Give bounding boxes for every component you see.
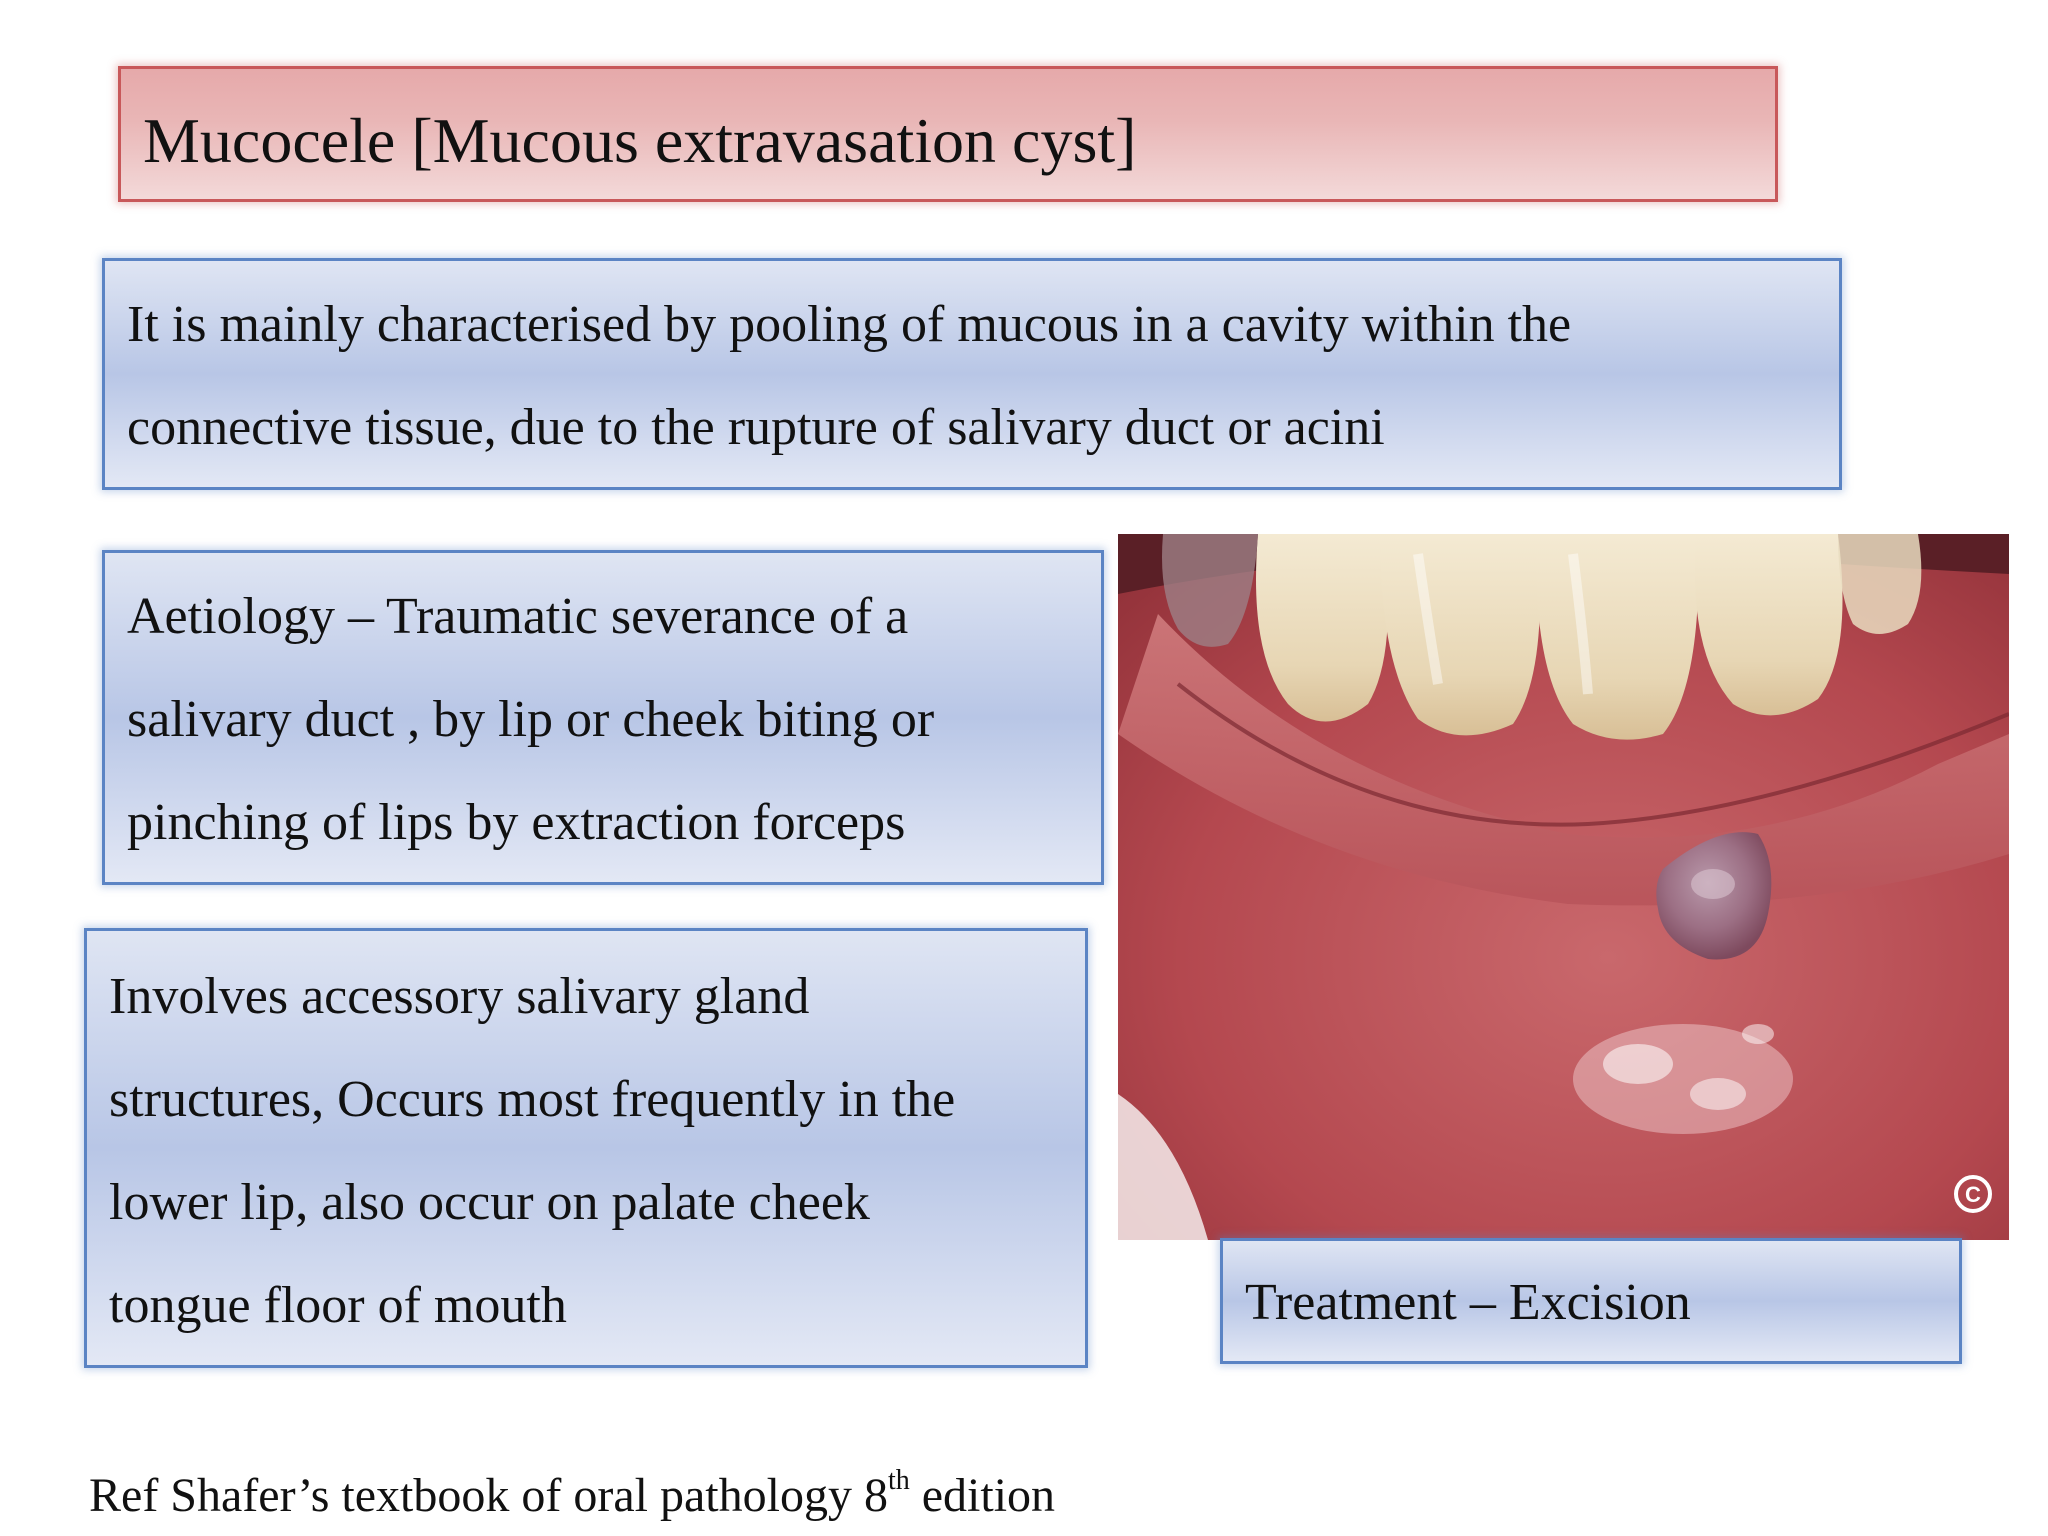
treatment-text: Treatment – Excision <box>1245 1274 1691 1331</box>
aetiology-line-2: salivary duct , by lip or cheek biting or <box>127 691 935 748</box>
svg-text:C: C <box>1965 1182 1981 1207</box>
treatment-box <box>1220 1238 1962 1364</box>
involvement-line-1: Involves accessory salivary gland <box>109 968 810 1025</box>
definition-line-2: connective tissue, due to the rupture of salivary duct or acini <box>127 399 1385 456</box>
reference-suffix: edition <box>909 1469 1056 1522</box>
definition-box <box>102 258 1842 490</box>
aetiology-box <box>102 550 1104 885</box>
slide-title: Mucocele [Mucous extravasation cyst] <box>143 105 1137 176</box>
aetiology-line-3: pinching of lips by extraction forceps <box>127 794 906 851</box>
reference-text <box>89 1465 1056 1522</box>
reference-superscript: th <box>887 1465 910 1496</box>
definition-line-1: It is mainly characterised by pooling of mucous in a cavity within the <box>127 296 1572 353</box>
involvement-line-4: tongue floor of mouth <box>109 1277 567 1334</box>
involvement-line-2: structures, Occurs most frequently in the <box>109 1071 956 1128</box>
title-box <box>118 66 1778 202</box>
mucocele-clinical-photo <box>1118 534 2009 1240</box>
involvement-box <box>84 928 1088 1368</box>
reference-prefix: Ref Shafer’s textbook of oral pathology 8 <box>89 1469 888 1522</box>
aetiology-line-1: Aetiology – Traumatic severance of a <box>127 588 909 645</box>
involvement-line-3: lower lip, also occur on palate cheek <box>109 1174 870 1231</box>
